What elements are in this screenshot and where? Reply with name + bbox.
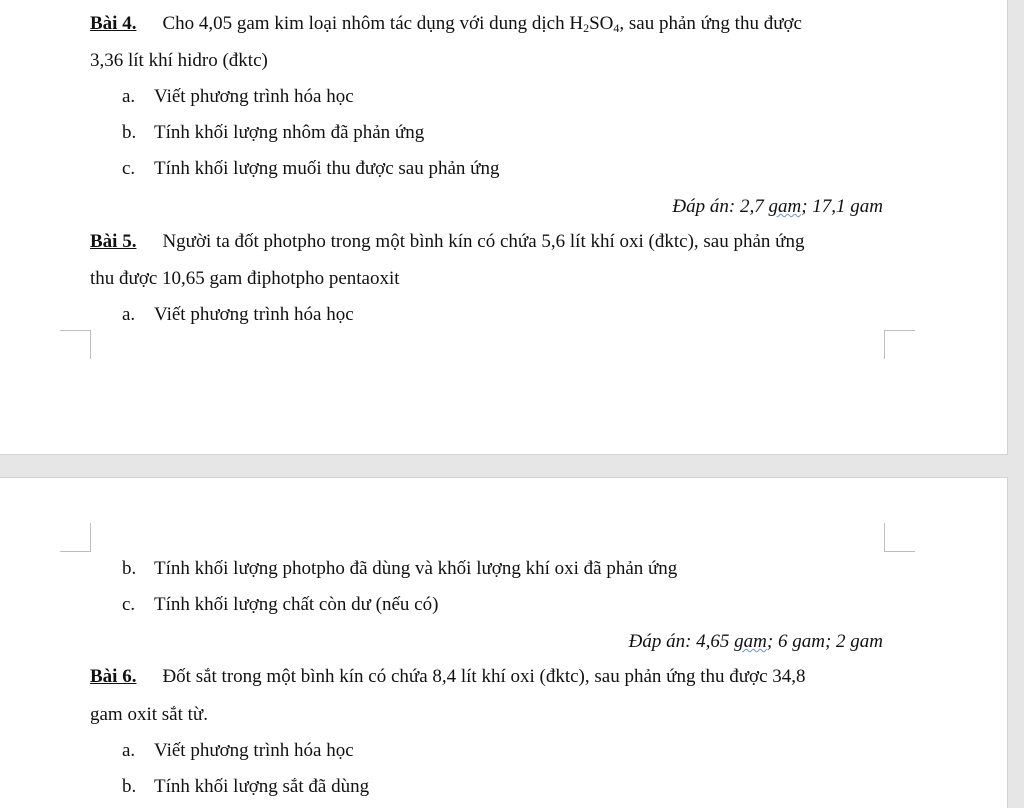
margin-corner-bottom-left [60, 330, 91, 359]
bai5-item-b: b. Tính khối lượng photpho đã dùng và khối lượng khí oxi đã phản ứng [122, 558, 678, 579]
bai5-item-c: c. Tính khối lượng chất còn dư (nếu có) [122, 594, 439, 615]
document-page-2 [0, 477, 1008, 808]
bai5-question-line-1: Bài 5. Người ta đốt photpho trong một bình kín có chứa 5,6 lít khí oxi (đktc), sau phản ứng [90, 231, 805, 252]
bai4-question-line-1: Bài 4. Cho 4,05 gam kim loại nhôm tác dụng với dung dịch $H_2SO_4$, sau phản ứng thu được [90, 13, 802, 35]
bai6-label: Bài 6. [90, 666, 137, 687]
bai5-item-a: a. Viết phương trình hóa học [122, 304, 354, 325]
margin-corner-top-left [60, 523, 91, 552]
bai4-answer: Đáp án: 2,7 gam; 17,1 gam [672, 196, 883, 217]
bai4-item-c: c. Tính khối lượng muối thu được sau phản ứng [122, 158, 500, 179]
spellcheck-flag[interactable]: gam [768, 196, 802, 217]
bai5-answer: Đáp án: 4,65 gam; 6 gam; 2 gam [628, 631, 883, 652]
bai6-question-line-1: Bài 6. Đốt sắt trong một bình kín có chứa 8,4 lít khí oxi (đktc), sau phản ứng thu được 34,8 [90, 666, 806, 687]
bai4-item-a: a. Viết phương trình hóa học [122, 86, 354, 107]
bai5-label: Bài 5. [90, 231, 137, 252]
bai4-label: Bài 4. [90, 13, 137, 34]
bai6-item-b: b. Tính khối lượng sắt đã dùng [122, 776, 370, 797]
bai5-question-line-2: thu được 10,65 gam điphotpho pentaoxit [90, 268, 400, 289]
bai4-item-b: b. Tính khối lượng nhôm đã phản ứng [122, 122, 425, 143]
margin-corner-top-right [884, 523, 915, 552]
bai6-item-a: a. Viết phương trình hóa học [122, 740, 354, 761]
spellcheck-flag[interactable]: gam [734, 631, 767, 652]
bai6-question-line-2: gam oxit sắt từ. [90, 704, 208, 725]
margin-corner-bottom-right [884, 330, 915, 359]
bai4-question-line-2: 3,36 lít khí hidro (đktc) [90, 50, 268, 71]
